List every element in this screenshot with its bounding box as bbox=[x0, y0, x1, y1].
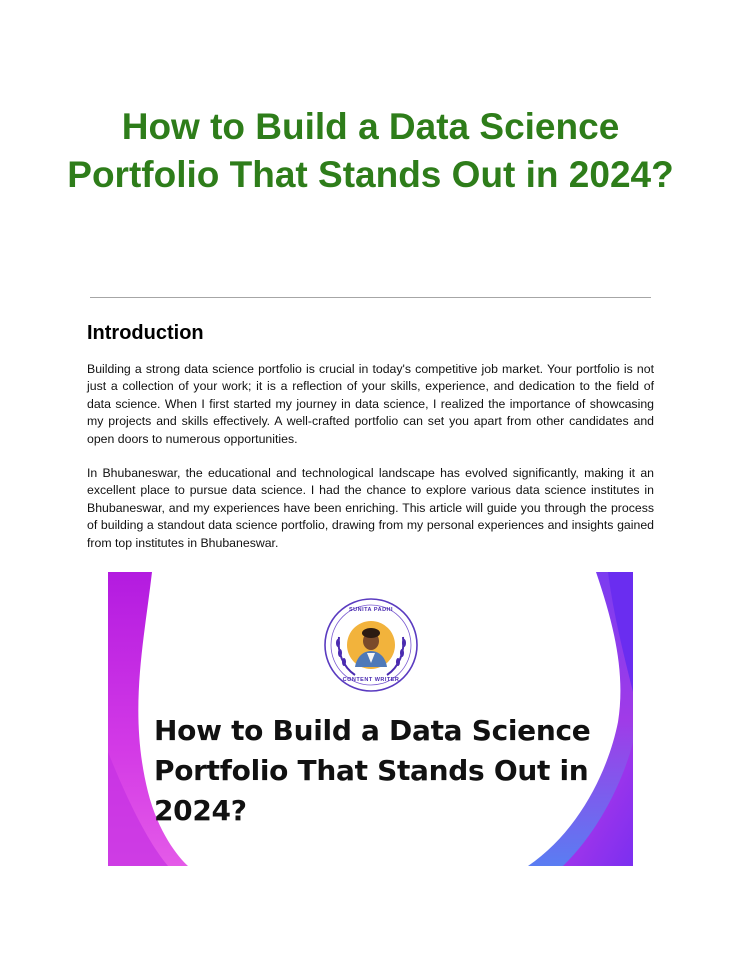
banner-title: How to Build a Data Science Portfolio That Stands Out in 2024? bbox=[154, 714, 591, 827]
author-role: CONTENT WRITER bbox=[342, 677, 400, 683]
page-title: How to Build a Data Science Portfolio That Stands Out in 2024? bbox=[67, 106, 674, 195]
author-name: SUNITA PADHI bbox=[348, 607, 394, 613]
author-badge bbox=[323, 597, 419, 693]
horizontal-divider bbox=[90, 297, 651, 298]
section-heading-introduction: Introduction bbox=[87, 322, 204, 344]
intro-paragraph-1: Building a strong data science portfolio is crucial in today's competitive job market. Your portfolio is not just a collection of your work; it is a reflection of your skills, experience, and dedication to the field of data science. When I first started my journey in data science, I realized the importance of showcasing my projects and skills effectively. A well-crafted portfolio can set you apart from other candidates and open doors to numerous opportunities. bbox=[87, 362, 654, 446]
intro-paragraph-2: In Bhubaneswar, the educational and technological landscape has evolved significantly, making it an excellent place to pursue data science. I had the chance to explore various data science institutes in Bhubaneswar, and my experiences have been enriching. This article will guide you through the process of building a standout data science portfolio, drawing from my personal experiences and insights gained from top institutes in Bhubaneswar. bbox=[87, 466, 654, 550]
article-banner-image bbox=[108, 572, 633, 866]
